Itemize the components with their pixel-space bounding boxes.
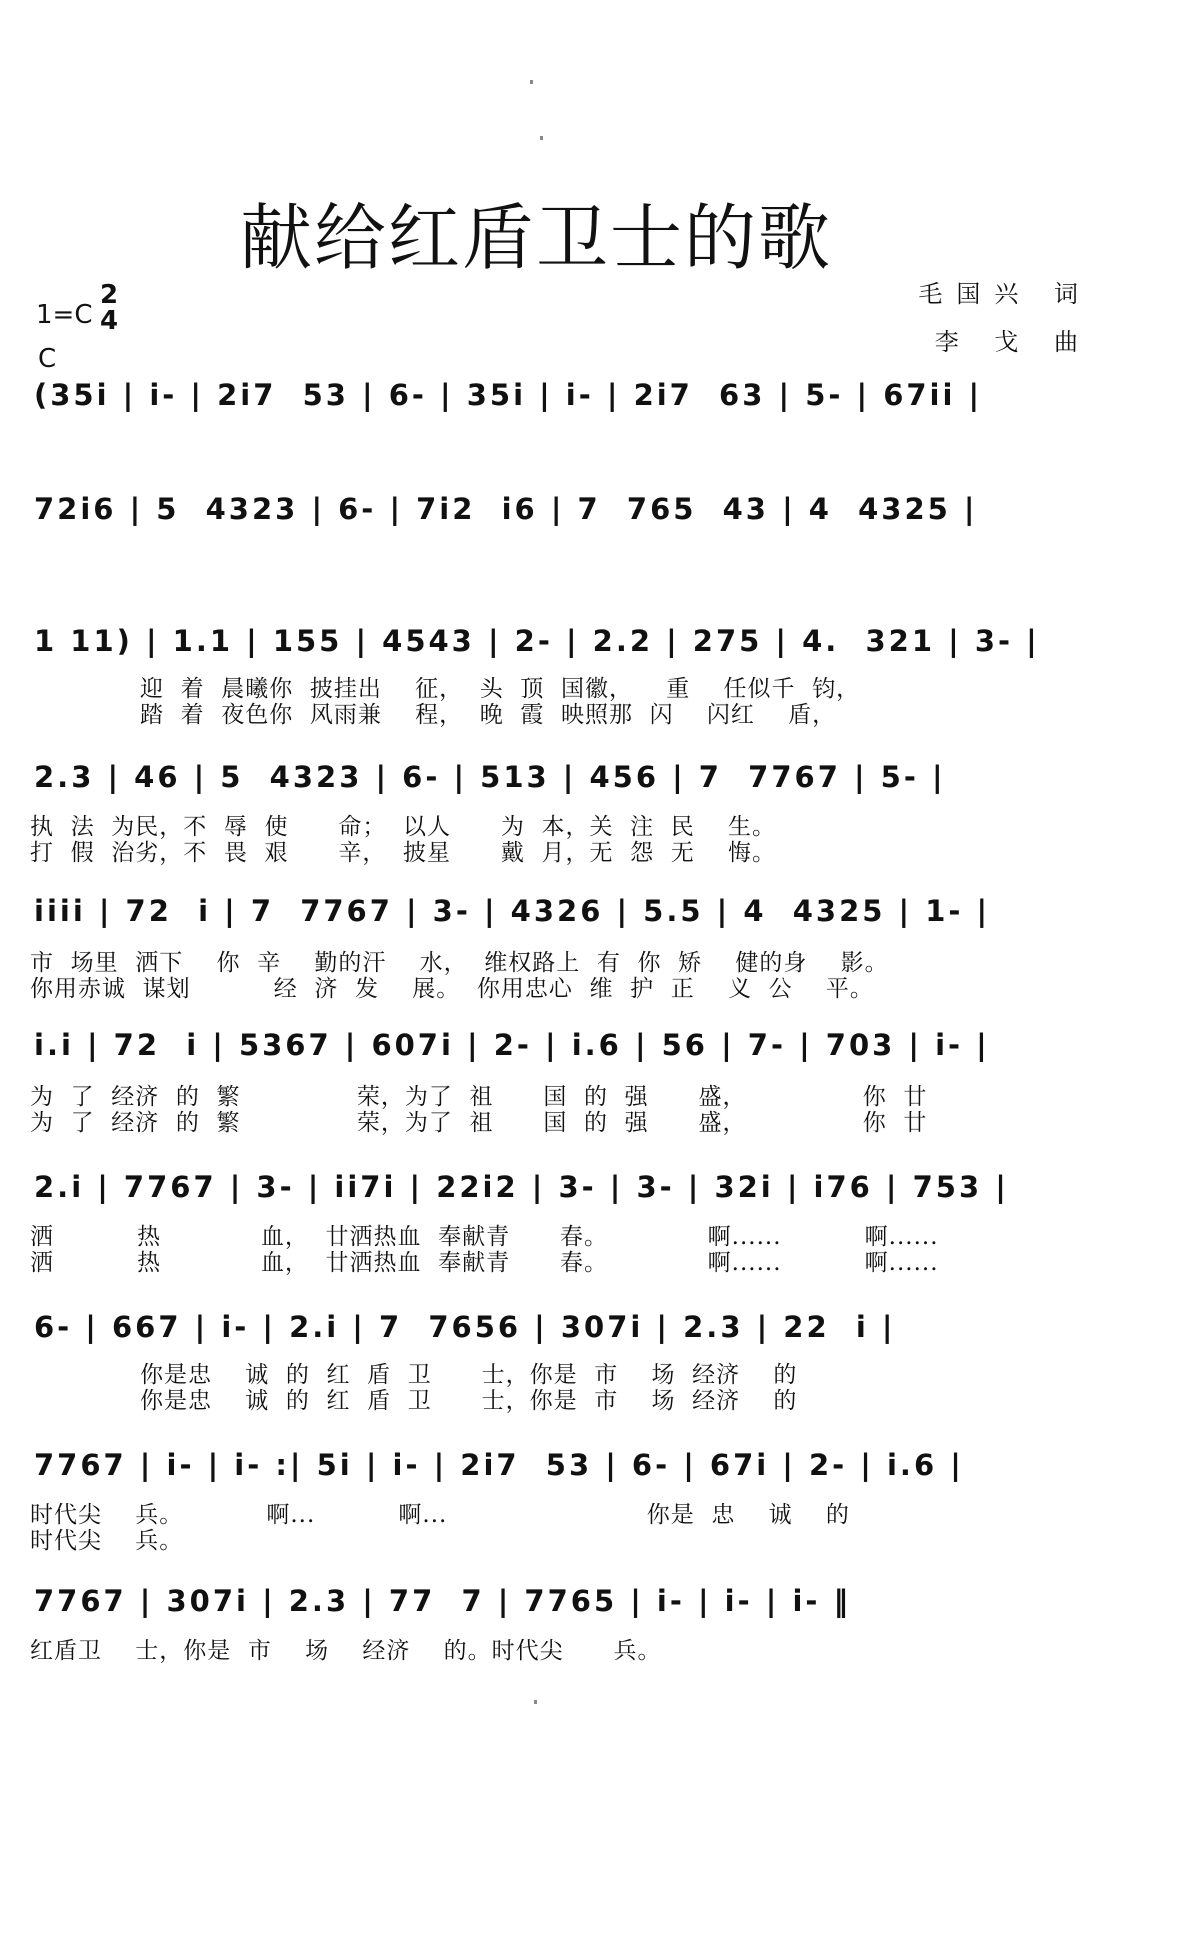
lyrics-row-9-verse-2: 时代尖 兵。 [30, 1528, 184, 1554]
notation-row-3: 1 11) | 1.1 | 155 | 4543 | 2- | 2.2 | 275 | 4. 321 | 3- | [34, 624, 1040, 658]
notation-row-8: 6- | 667 | i- | 2.i | 7 7656 | 307i | 2.3 | 22 i | [34, 1310, 896, 1344]
notation-row-5: iiii | 72 i | 7 7767 | 3- | 4326 | 5.5 | 4 4325 | 1- | [34, 894, 991, 928]
composer-credit: 李 戈 曲 [934, 328, 1092, 356]
notation-row-7: 2.i | 7767 | 3- | ii7i | 22i2 | 3- | 3- | 32i | i76 | 753 | [34, 1170, 1009, 1204]
notation-row-4: 2.3 | 46 | 5 4323 | 6- | 513 | 456 | 7 7767 | 5- | [34, 760, 946, 794]
scan-mark [540, 136, 543, 140]
lyrics-row-4-verse-1: 执 法 为民，不 辱 使 命； 以人 为 本，关 注 民 生。 [30, 814, 776, 840]
lyrics-row-8-verse-2: 你是忠 诚 的 红 盾 卫 士，你是 市 场 经济 的 [140, 1388, 798, 1414]
lyrics-row-6-verse-1: 为 了 经济 的 繁 荣，为了 祖 国 的 强 盛， 你 廿 [30, 1084, 928, 1110]
lyrics-row-5-verse-1: 市 场里 洒下 你 辛 勤的汗 水， 维权路上 有 你 矫 健的身 影。 [30, 950, 889, 976]
lyrics-row-3-verse-2: 踏 着 夜色你 风雨兼 程， 晚 霞 映照那 闪 闪红 盾， [140, 702, 837, 728]
lyrics-row-6-verse-2: 为 了 经济 的 繁 荣，为了 祖 国 的 强 盛， 你 廿 [30, 1110, 928, 1136]
lyrics-row-5-verse-2: 你用赤诚 谋划 经 济 发 展。 你用忠心 维 护 正 义 公 平。 [30, 976, 874, 1002]
lyrics-row-9-verse-1: 时代尖 兵。 啊... 啊... 你是 忠 诚 的 [30, 1502, 850, 1528]
notation-row-1: (35i | i- | 2i7 53 | 6- | 35i | i- | 2i7 63 | 5- | 67ii | [34, 378, 983, 412]
song-title: 献给红盾卫士的歌 [240, 196, 833, 280]
lyrics-row-8-verse-1: 你是忠 诚 的 红 盾 卫 士，你是 市 场 经济 的 [140, 1362, 798, 1388]
notation-row-9: 7767 | i- | i- :| 5i | i- | 2i7 53 | 6- | 67i | 2- | i.6 | [34, 1448, 964, 1482]
time-signature [100, 282, 118, 334]
notation-row-6: i.i | 72 i | 5367 | 607i | 2- | i.6 | 56 | 7- | 703 | i- | [34, 1028, 990, 1062]
time-signature-top: 2 [100, 280, 119, 310]
lyrics-row-3-verse-1: 迎 着 晨曦你 披挂出 征， 头 顶 国徽， 重 任似千 钧， [140, 676, 861, 702]
time-signature-bottom: 4 [100, 306, 119, 336]
lyricist-credit: 毛国兴 词 [918, 280, 1092, 308]
scan-mark [530, 80, 533, 84]
lyrics-row-4-verse-2: 打 假 治劣，不 畏 艰 辛， 披星 戴 月，无 怨 无 悔。 [30, 840, 776, 866]
scan-mark [534, 1700, 537, 1704]
chord-label: C [38, 344, 57, 374]
lyrics-row-10-verse-1: 红盾卫 士，你是 市 场 经济 的。时代尖 兵。 [30, 1638, 662, 1664]
lyrics-row-7-verse-1: 洒 热 血， 廿洒热血 奉献青 春。 啊...... 啊...... [30, 1224, 939, 1250]
key-signature: 1=C [36, 300, 93, 330]
notation-row-2: 72i6 | 5 4323 | 6- | 7i2 i6 | 7 765 43 | 4 4325 | [34, 492, 978, 526]
notation-row-10: 7767 | 307i | 2.3 | 77 7 | 7765 | i- | i- | i- ‖ [34, 1584, 852, 1618]
lyrics-row-7-verse-2: 洒 热 血， 廿洒热血 奉献青 春。 啊...... 啊...... [30, 1250, 939, 1276]
